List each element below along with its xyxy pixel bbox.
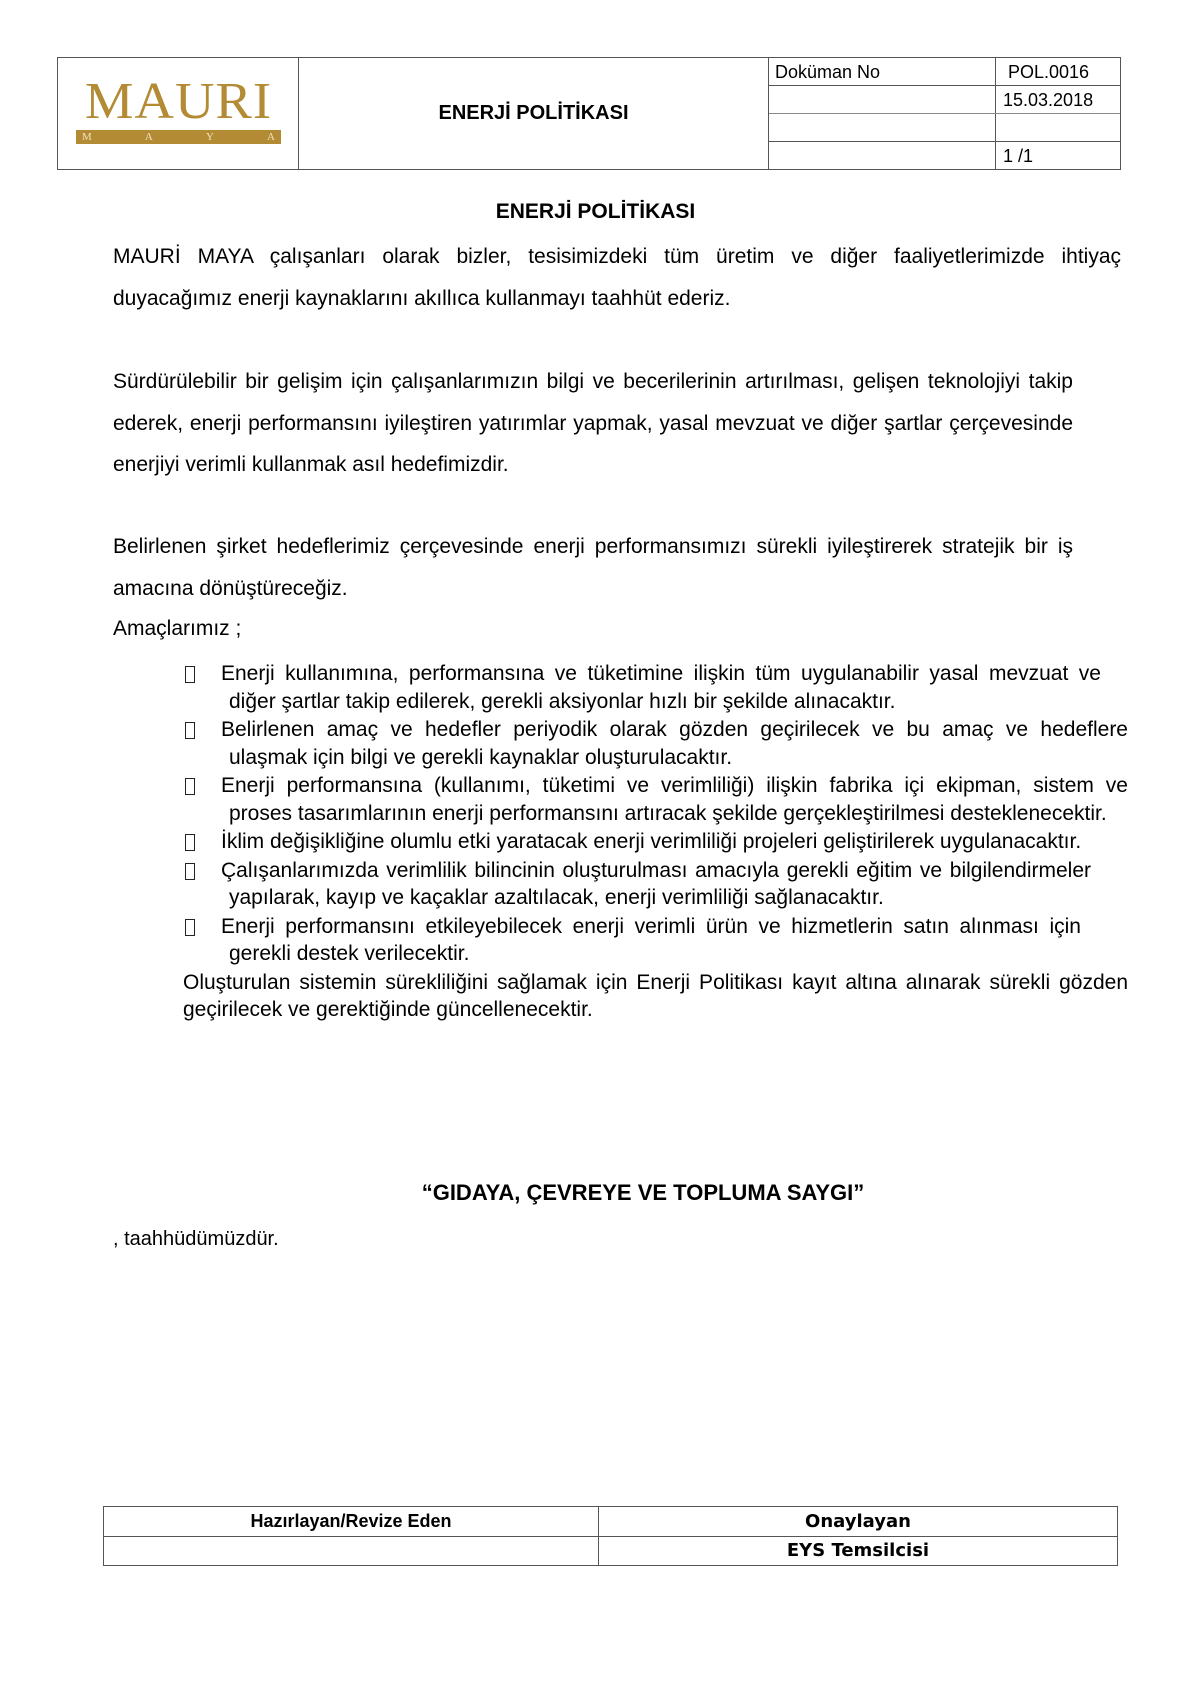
bullet-box-icon <box>185 919 195 936</box>
paragraph: Sürdürülebilir bir gelişim için çalışanlarımızın bilgi ve becerilerinin artırılması, gelişen teknolojiyi takip ederek, enerji performansını iyileştiren yatırımlar yapmak, yasal mevzuat ve diğer şartlar çerçevesinde enerjiyi verimli kullanmak asıl hedefimizdir. <box>113 370 1073 476</box>
closing-statement: Oluşturulan sistemin sürekliliğini sağlamak için Enerji Politikası kayıt altına alınarak sürekli gözden geçirilecek ve gerektiğinde güncellenecektir. <box>183 970 1128 1021</box>
objective-item: İklim değişikliğine olumlu etki yaratacak enerji verimliliği projeleri geliştirilerek uygulanacaktır. <box>183 828 1101 856</box>
meta-row <box>769 58 1120 86</box>
objective-item: Enerji kullanımına, performansına ve tüketimine ilişkin tüm uygulanabilir yasal mevzuat ve diğer şartlar takip edilerek, gerekli aksiyonlar hızlı bir şekilde alınacaktır. <box>183 660 1101 715</box>
meta-value <box>996 114 1120 141</box>
bullet-box-icon <box>185 778 195 795</box>
objectives-label: Amaçlarımız ; <box>113 617 242 640</box>
meta-row <box>769 114 1120 142</box>
objectives-list <box>183 660 1128 1024</box>
logo-cell <box>58 58 299 169</box>
company-logo <box>76 73 281 144</box>
logo-letter: A <box>267 131 275 143</box>
approval-table <box>103 1506 1118 1566</box>
prepared-by-value <box>104 1536 599 1565</box>
header-title: ENERJİ POLİTİKASI <box>299 58 769 169</box>
meta-label <box>769 114 996 141</box>
approved-by-label: Onaylayan <box>805 1511 911 1532</box>
meta-row <box>769 142 1120 169</box>
meta-label <box>769 142 996 169</box>
approved-by-value: EYS Temsilcisi <box>786 1540 930 1561</box>
document-meta <box>769 58 1120 169</box>
logo-letter: M <box>82 131 92 143</box>
approval-header-row <box>104 1507 1117 1537</box>
bullet-box-icon <box>185 722 195 739</box>
meta-label <box>769 86 996 113</box>
paragraph: MAURİ MAYA çalışanları olarak bizler, tesisimizdeki tüm üretim ve diğer faaliyetlerimizde ihtiyaç duyacağımız enerji kaynaklarını akıllıca kullanmayı taahhüt ederiz. <box>113 245 1121 310</box>
objective-item: Çalışanlarımızda verimlilik bilincinin oluşturulması amacıyla gerekli eğitim ve bilgilendirmeler yapılarak, kayıp ve kaçaklar azaltılacak, enerji verimliliği sağlanacaktır. <box>183 857 1091 912</box>
document-header-table <box>57 57 1121 170</box>
approval-value-row <box>104 1536 1117 1565</box>
meta-value: POL.0016 <box>1003 62 1090 82</box>
logo-letter: A <box>144 131 153 143</box>
meta-value: 1 /1 <box>1003 146 1034 166</box>
meta-value: 15.03.2018 <box>1003 90 1094 110</box>
logo-letter: Y <box>205 131 214 143</box>
bullet-box-icon <box>185 863 195 880</box>
bullet-box-icon <box>185 666 195 683</box>
meta-row <box>769 86 1120 114</box>
objective-item: Enerji performansını etkileyebilecek enerji verimli ürün ve hizmetlerin satın alınması için gerekli destek verilecektir. <box>183 913 1081 968</box>
paragraph: Belirlenen şirket hedeflerimiz çerçevesinde enerji performansımızı sürekli iyileştirerek stratejik bir iş amacına dönüştüreceğiz. <box>113 535 1073 600</box>
objective-item: Enerji performansına (kullanımı, tüketimi ve verimliliği) ilişkin fabrika içi ekipman, sistem ve proses tasarımlarının enerji performansını artıracak şekilde gerçekleştirilmesi desteklenecektir. <box>183 772 1128 827</box>
objective-item: Belirlenen amaç ve hedefler periyodik olarak gözden geçirilecek ve bu amaç ve hedeflere ulaşmak için bilgi ve gerekli kaynaklar oluşturulacaktır. <box>183 716 1128 771</box>
document-title: ENERJİ POLİTİKASI <box>495 200 696 223</box>
logo-subword-bar <box>76 130 281 144</box>
commitment-text: , taahhüdümüzdür. <box>113 1228 279 1250</box>
prepared-by-label: Hazırlayan/Revize Eden <box>104 1507 599 1536</box>
meta-label: Doküman No <box>769 58 996 85</box>
motto: “GIDAYA, ÇEVREYE VE TOPLUMA SAYGI” <box>421 1180 865 1205</box>
logo-wordmark: MAURI <box>84 73 273 130</box>
bullet-box-icon <box>185 834 195 851</box>
